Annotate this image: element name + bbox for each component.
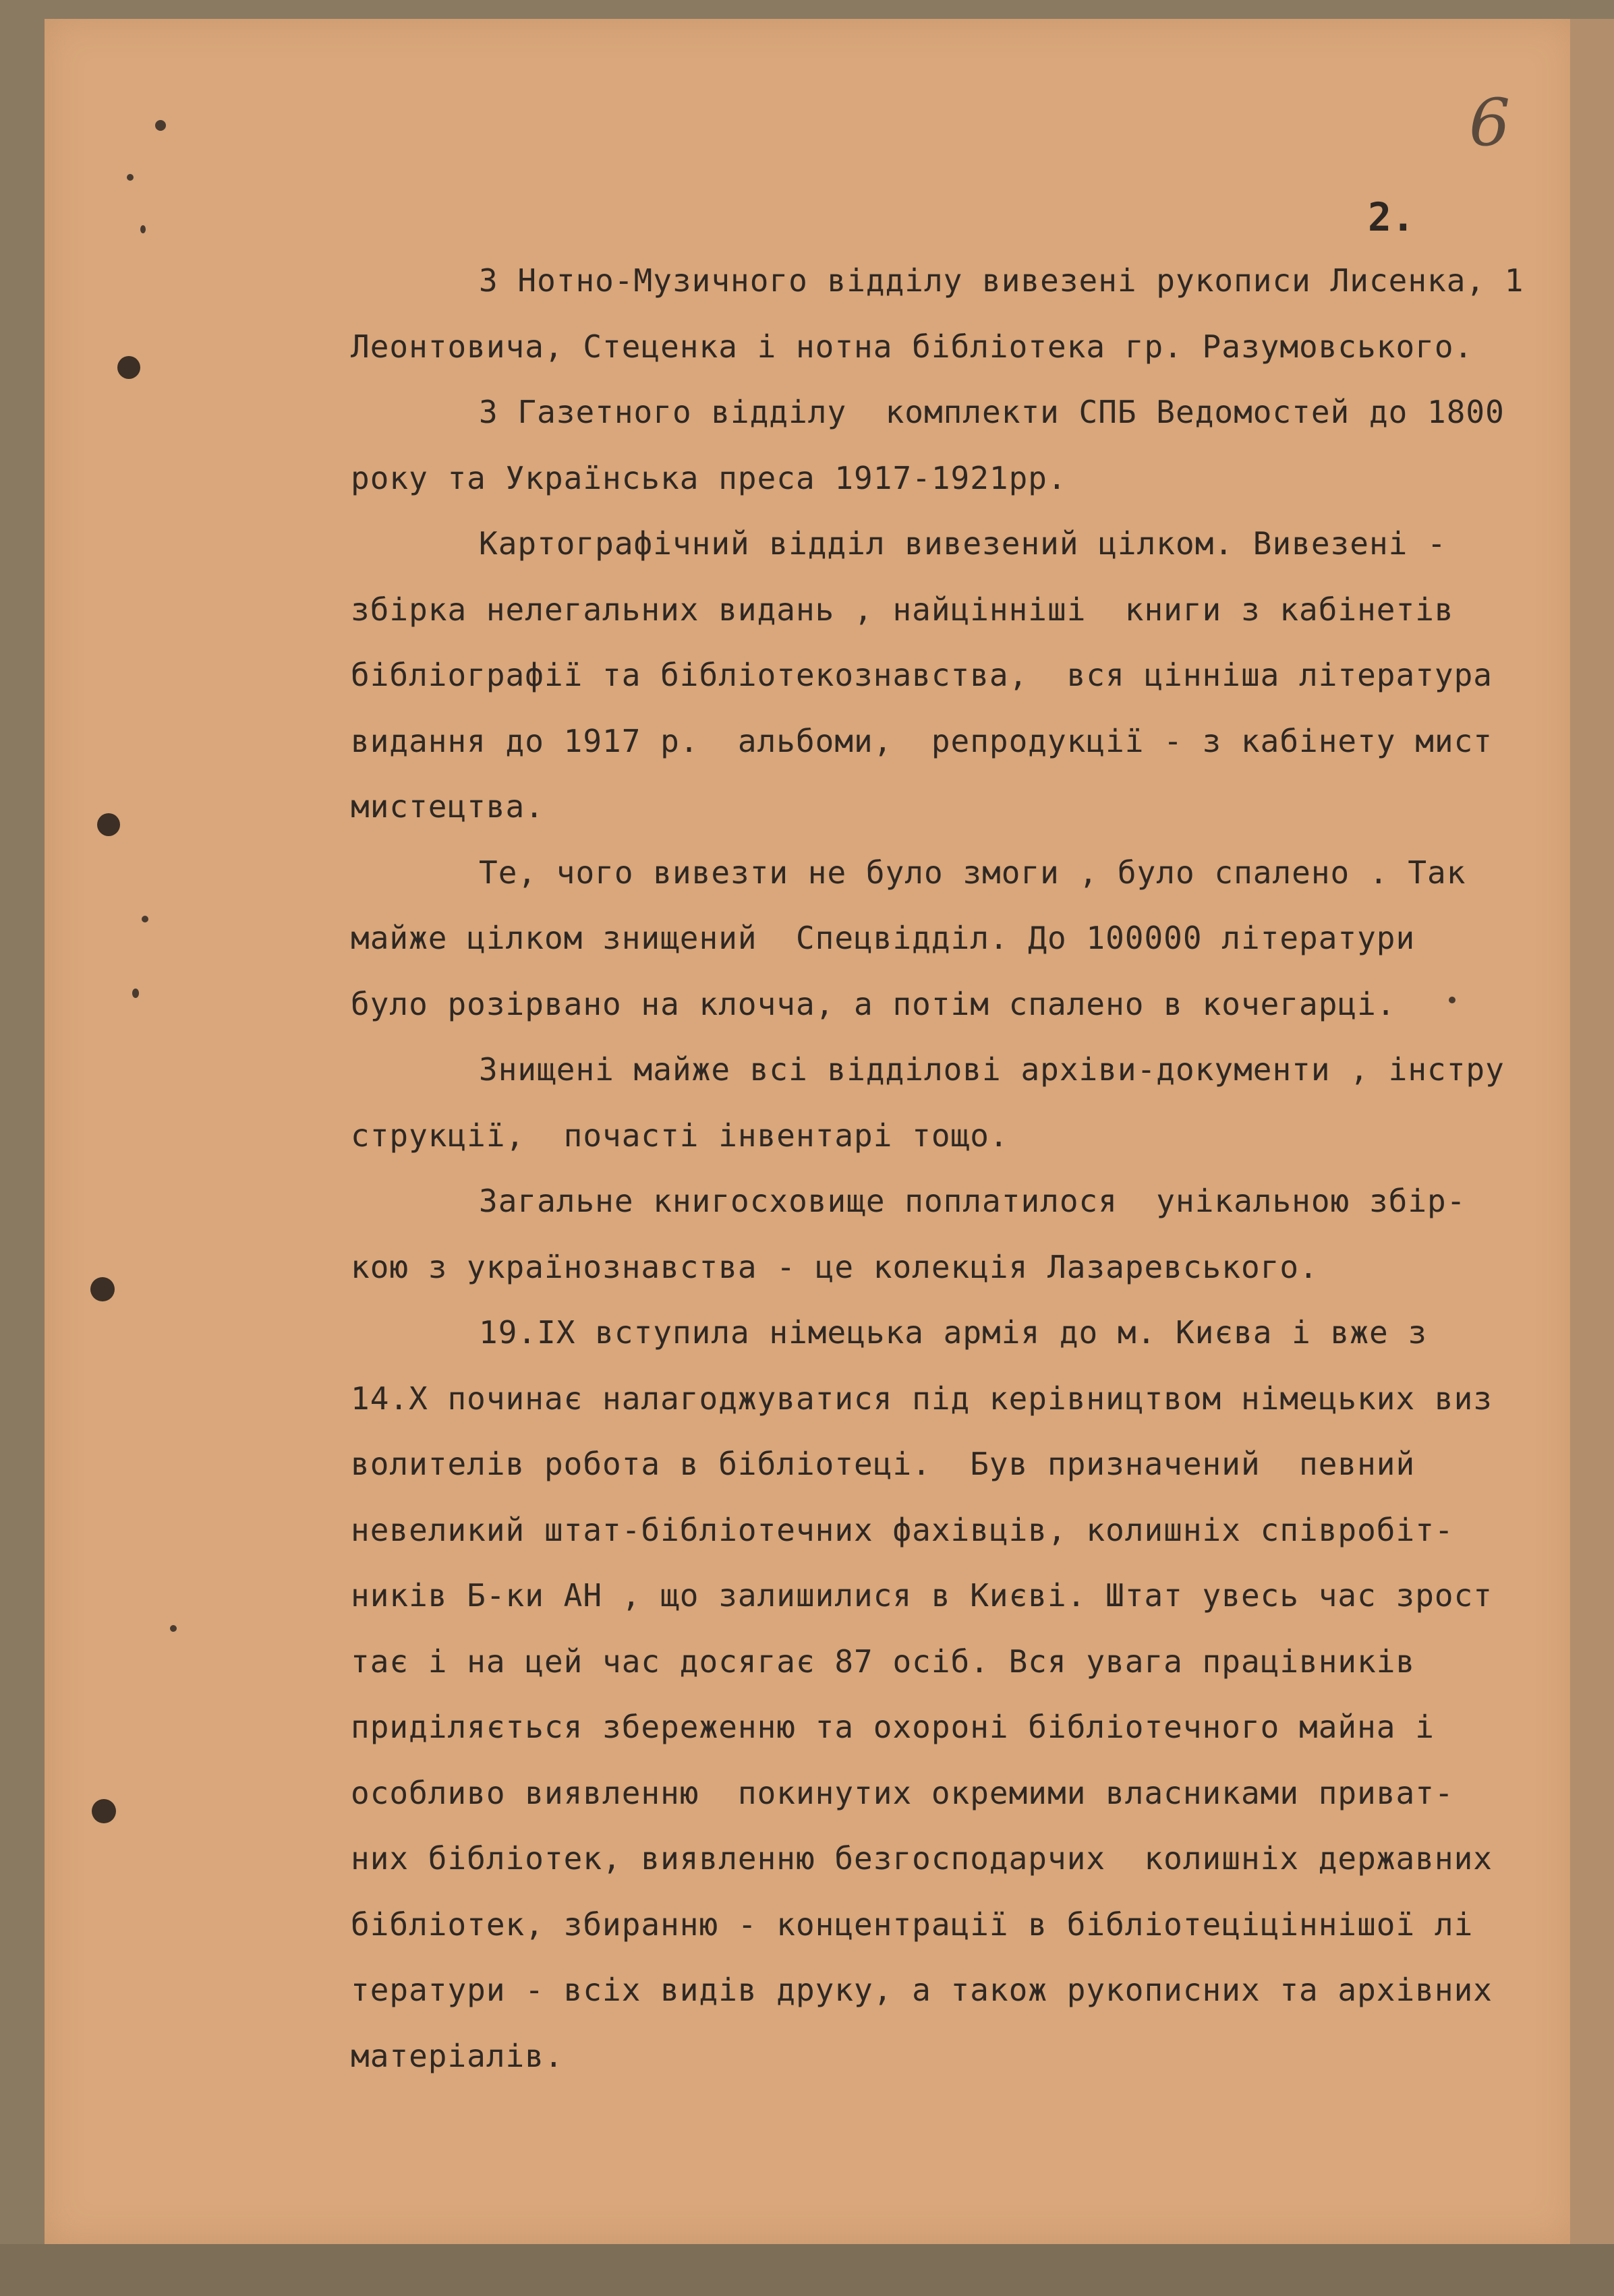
text-line: Знищені майже всі відділові архіви-документи , інстру [479,1051,1505,1088]
text-line: видання до 1917 р. альбоми, репродукції - з кабінету мист [351,722,1493,759]
folio-mark: 6 [1469,85,1511,160]
text-line: було розірвано на клочча, а потім спалено в кочегарці. [351,985,1396,1022]
text-line: них бібліотек, виявленню безгосподарчих колишніх державних [351,1840,1493,1877]
document-body [351,248,1565,2089]
paper-speck [140,225,146,233]
text-line: бібліографії та бібліотекознавства, вся цінніша література [351,657,1493,693]
binder-hole [92,1799,116,1823]
text-line: невеликий штат-бібліотечних фахівців, колишніх співробіт- [351,1511,1454,1548]
paper-speck [155,120,166,131]
paper-speck [170,1625,177,1632]
text-line: Леонтовича, Стеценка і нотна бібліотека гр. Разумовського. [351,328,1474,365]
text-line: 14.X починає налагоджуватися під керівництвом німецьких виз [351,1380,1493,1417]
page-edge [1570,19,1614,2296]
page-number: 2. [1368,194,1415,240]
background-strip [0,2244,1614,2296]
text-line: майже цілком знищений Спецвідділ. До 100000 літератури [351,920,1416,956]
text-line: тератури - всіх видів друку, а також рукописних та архівних [351,1972,1493,2008]
text-line: Те, чого вивезти не було змоги , було спалено . Так [479,854,1466,891]
text-line: волителів робота в бібліотеці. Був призначений певний [351,1446,1416,1482]
paper-speck [132,989,139,998]
binder-hole [90,1277,115,1301]
text-line: приділяється збереженню та охороні бібліотечного майна і [351,1709,1435,1745]
text-line: тає і на цей час досягає 87 осіб. Вся увага працівників [351,1643,1416,1680]
text-line: кою з українознавства - це колекція Лазаревського. [351,1248,1319,1285]
text-line: 19.IX вступила німецька армія до м. Києва і вже з [479,1314,1428,1351]
text-line: Загальне книгосховище поплатилося унікальною збір- [479,1183,1466,1219]
text-line: року та Українська преса 1917-1921рр. [351,459,1067,496]
text-line: Картографічний відділ вивезений цілком. Вивезені - [479,525,1447,562]
text-line: мистецтва. [351,788,544,825]
text-line: збірка нелегальних видань , найцінніші книги з кабінетів [351,591,1454,628]
binder-hole [117,356,140,379]
text-line: бібліотек, збиранню - концентрації в бібліотеціціннішої лі [351,1906,1474,1943]
text-line: особливо виявленню покинутих окремими власниками приват- [351,1774,1454,1811]
text-line: матеріалів. [351,2037,564,2074]
text-line: З Газетного відділу комплекти СПБ Ведомостей до 1800 [479,394,1505,430]
paper-speck [127,174,134,181]
text-line: ників Б-ки АН , що залишилися в Києві. Штат увесь час зрост [351,1577,1493,1614]
paper-speck [142,916,148,922]
text-line: струкції, почасті інвентарі тощо. [351,1117,1009,1154]
text-line: З Нотно-Музичного відділу вивезені рукописи Лисенка, 1 [479,262,1524,299]
binder-hole [97,813,120,836]
